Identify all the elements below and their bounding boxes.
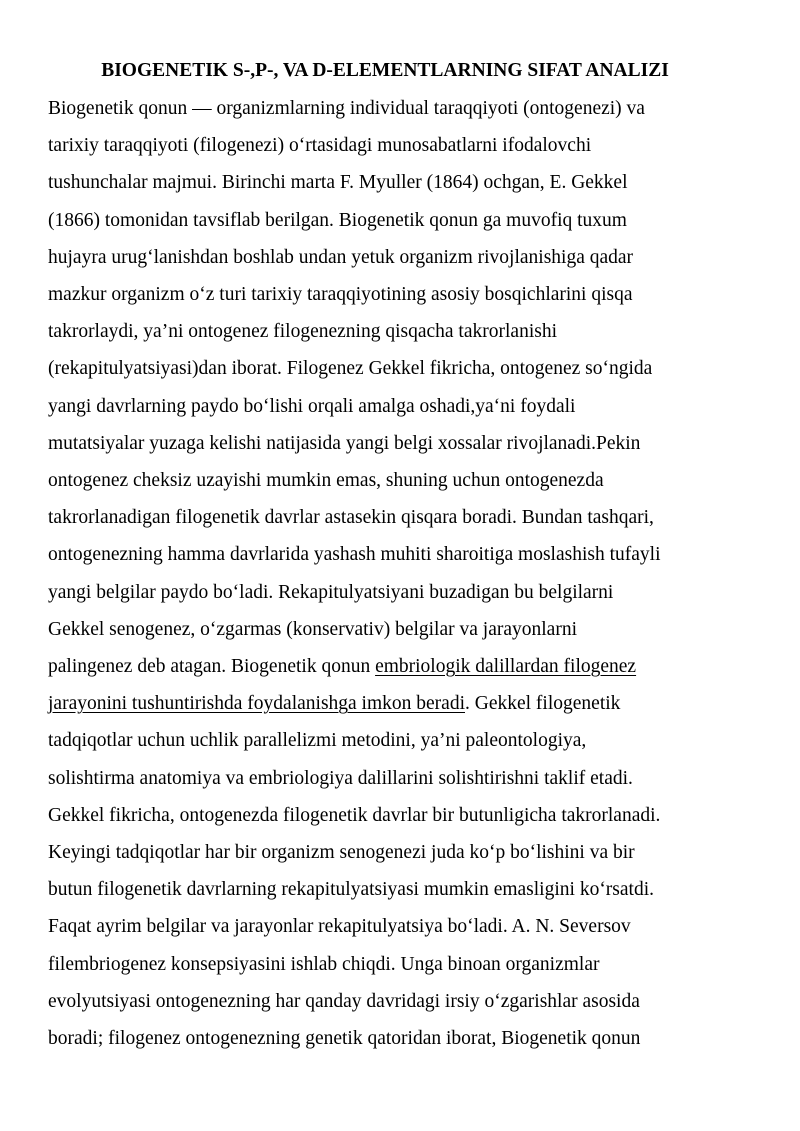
text-line: ontogenez cheksiz uzayishi mumkin emas, shuning uchun ontogenezda — [48, 470, 604, 492]
document-body — [48, 90, 768, 1057]
text-line: filembriogenez konsepsiyasini ishlab chiqdi. Unga binoan organizmlar — [48, 953, 600, 975]
text-line: boradi; filogenez ontogenezning genetik qatoridan iborat, Biogenetik qonun — [48, 1028, 641, 1050]
text-line: ontogenezning hamma davrlarida yashash muhiti sharoitiga moslashish tufayli — [48, 544, 661, 566]
text-line: Gekkel senogenez, oʻzgarmas (konservativ) belgilar va jarayonlarni — [48, 618, 577, 640]
text-line — [48, 685, 768, 722]
text-line: (1866) tomonidan tavsiflab berilgan. Biogenetik qonun ga muvofiq tuxum — [48, 209, 627, 231]
text-line: butun filogenetik davrlarning rekapitulyatsiyasi mumkin emasligini koʻrsatdi. — [48, 879, 655, 901]
text-line: (rekapitulyatsiyasi)dan iborat. Filogenez Gekkel fikricha, ontogenez soʻngida — [48, 358, 653, 380]
text-line: evolyutsiyasi ontogenezning har qanday davridagi irsiy oʻzgarishlar asosida — [48, 990, 640, 1012]
document-title: BIOGENETIK S-,P-, VA D-ELEMENTLARNING SIFAT ANALIZI — [101, 60, 669, 81]
text-line — [48, 648, 768, 685]
text-line: Biogenetik qonun — organizmlarning individual taraqqiyoti (ontogenezi) va — [48, 98, 645, 119]
text-segment: . Gekkel filogenetik — [465, 693, 621, 715]
text-line: solishtirma anatomiya va embriologiya dalillarini solishtirishni taklif etadi. — [48, 767, 633, 789]
text-line: takrorlanadigan filogenetik davrlar astasekin qisqara boradi. Bundan tashqari, — [48, 507, 654, 529]
text-line: Faqat ayrim belgilar va jarayonlar rekapitulyatsiya boʻladi. A. N. Seversov — [48, 916, 631, 938]
text-line: hujayra urugʻlanishdan boshlab undan yetuk organizm rivojlanishiga qadar — [48, 246, 634, 268]
text-line: tadqiqotlar uchun uchlik parallelizmi metodini, ya’ni paleontologiya, — [48, 730, 587, 752]
text-line: Keyingi tadqiqotlar har bir organizm senogenezi juda koʻp boʻlishini va bir — [48, 842, 635, 864]
text-line: mutatsiyalar yuzaga kelishi natijasida yangi belgi xossalar rivojlanadi.Pekin — [48, 432, 641, 454]
text-line: yangi belgilar paydo boʻladi. Rekapitulyatsiyani buzadigan bu belgilarni — [48, 581, 614, 603]
underlined-text: embriologik dalillardan filogenez — [375, 656, 637, 678]
text-line: tushunchalar majmui. Birinchi marta F. Myuller (1864) ochgan, E. Gekkel — [48, 172, 628, 194]
text-segment: palingenez deb atagan. Biogenetik qonun — [48, 656, 376, 678]
underlined-text: jarayonini tushuntirishda foydalanishga imkon beradi — [48, 693, 465, 715]
text-line: mazkur organizm oʻz turi tarixiy taraqqiyotining asosiy bosqichlarini qisqa — [48, 284, 633, 306]
text-line: yangi davrlarning paydo boʻlishi orqali amalga oshadi,yaʻni foydali — [48, 395, 576, 417]
text-line: tarixiy taraqqiyoti (filogenezi) oʻrtasidagi munosabatlarni ifodalovchi — [48, 135, 592, 157]
text-line: takrorlaydi, ya’ni ontogenez filogenezning qisqacha takrorlanishi — [48, 321, 557, 343]
text-line: Gekkel fikricha, ontogenezda filogenetik davrlar bir butunligicha takrorlanadi. — [48, 804, 661, 826]
